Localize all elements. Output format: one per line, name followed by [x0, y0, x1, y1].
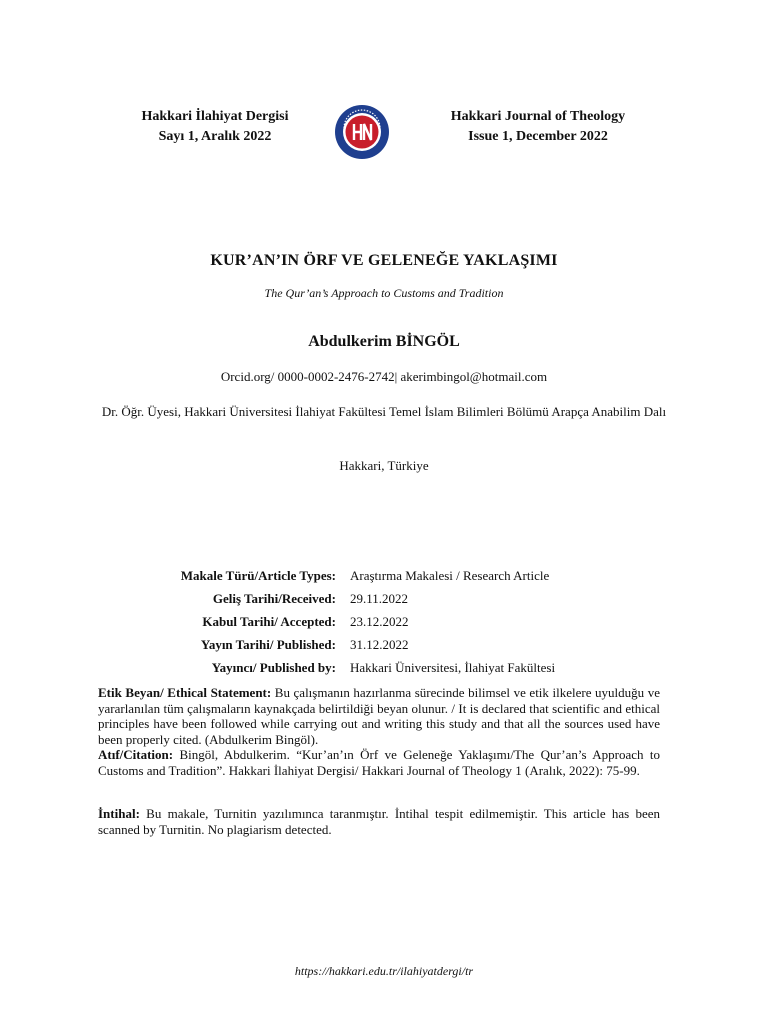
plagiarism-label: İntihal: [98, 806, 140, 821]
plagiarism-text: Bu makale, Turnitin yazılımınca taranmıştır. İntihal tespit edilmemiştir. This article has been scanned by Turnitin. No plagiarism detected. [98, 806, 660, 837]
plagiarism-statement [98, 806, 660, 837]
meta-label: Yayıncı/ Published by: [211, 659, 336, 675]
footer-url[interactable]: https://hakkari.edu.tr/ilahiyatdergi/tr [294, 964, 474, 978]
meta-row-published [100, 633, 700, 656]
author-name: Abdulkerim BİNGÖL [308, 333, 460, 350]
author-contact: Orcid.org/ 0000-0002-2476-2742| akerimbingol@hotmail.com [220, 369, 548, 384]
meta-value: 23.12.2022 [350, 613, 409, 629]
ethics-and-citation [98, 685, 660, 778]
meta-row-received [100, 587, 700, 610]
journal-name-turkish [110, 107, 320, 147]
article-metadata [100, 564, 700, 679]
ethics-label: Etik Beyan/ Ethical Statement: [98, 685, 272, 700]
issue-info-tr: Sayı 1, Aralık 2022 [158, 129, 272, 144]
journal-title-en: Hakkari Journal of Theology [450, 109, 626, 124]
article-title: KUR’AN’IN ÖRF VE GELENEĞE YAKLAŞIMI [210, 252, 558, 269]
journal-name-english [428, 107, 648, 147]
journal-title-tr: Hakkari İlahiyat Dergisi [141, 109, 289, 124]
meta-row-publisher [100, 656, 700, 679]
author-location: Hakkari, Türkiye [339, 458, 429, 473]
meta-label: Kabul Tarihi/ Accepted: [202, 613, 336, 629]
meta-row-accepted [100, 610, 700, 633]
meta-label: Makale Türü/Article Types: [180, 567, 336, 583]
ethics-text: Bu çalışmanın hazırlanma sürecinde bilimsel ve etik ilkelere uyulduğu ve yararlanılan tüm çalışmaların kaynakçada belirtildiği beyan olunur. / It is declared that scientific and ethical principles have been followed while carrying out and writing this study and that all the sources used have been properly cited. (Abdulkerim Bingöl). [98, 685, 660, 747]
ethics-statement [98, 685, 660, 747]
meta-value: 31.12.2022 [350, 636, 409, 652]
meta-value: 29.11.2022 [350, 590, 409, 606]
meta-value: Hakkari Üniversitesi, İlahiyat Fakültesi [350, 659, 556, 675]
meta-value: Araştırma Makalesi / Research Article [350, 567, 550, 583]
university-seal-icon [334, 104, 390, 160]
citation-text: Bingöl, Abdulkerim. “Kur’an’ın Örf ve Geleneğe Yaklaşımı/The Qur’an’s Approach to Customs and Tradition”. Hakkari İlahiyat Dergisi/ Hakkari Journal of Theology 1 (Aralık, 2022): 75-99. [98, 747, 660, 778]
meta-row-article-type [100, 564, 700, 587]
citation-label: Atıf/Citation: [98, 747, 174, 762]
meta-label: Yayın Tarihi/ Published: [200, 636, 336, 652]
author-affiliation: Dr. Öğr. Üyesi, Hakkari Üniversitesi İlahiyat Fakültesi Temel İslam Bilimleri Bölümü Arapça Anabilim Dalı [101, 404, 667, 419]
meta-label: Geliş Tarihi/Received: [212, 590, 336, 606]
article-subtitle: The Qur’an’s Approach to Customs and Tradition [264, 286, 504, 300]
issue-info-en: Issue 1, December 2022 [468, 129, 608, 144]
citation [98, 747, 660, 778]
